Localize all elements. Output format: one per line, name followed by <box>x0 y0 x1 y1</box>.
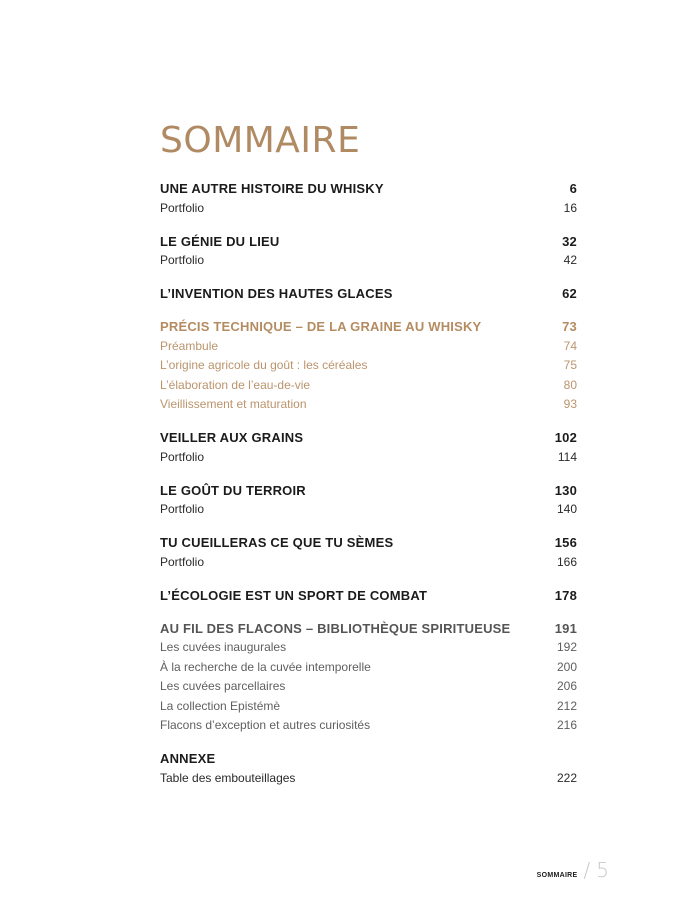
running-header: SOMMAIRE <box>536 872 578 879</box>
toc-entry[interactable] <box>160 502 577 522</box>
entry-label: L’élaboration de l’eau-de-vie <box>160 377 311 392</box>
toc-chapter[interactable] <box>160 535 577 555</box>
toc-chapter[interactable] <box>160 319 577 339</box>
entry-label: Portfolio <box>160 200 205 215</box>
toc-section-library <box>160 621 577 738</box>
chapter-title: L’INVENTION DES HAUTES GLACES <box>160 286 393 301</box>
chapter-page: 6 <box>569 181 577 196</box>
entry-label: Portfolio <box>160 502 205 516</box>
entry-page: 200 <box>556 659 577 674</box>
toc-section <box>160 483 577 522</box>
entry-page: 192 <box>556 640 577 654</box>
entry-label: La collection Epistémè <box>160 698 281 713</box>
chapter-page: 32 <box>562 233 577 249</box>
entry-page: 80 <box>563 377 577 392</box>
chapter-page: 73 <box>562 319 577 334</box>
entry-label: Portfolio <box>160 449 205 464</box>
chapter-title: ANNEXE <box>160 751 216 766</box>
toc-entry[interactable] <box>160 253 577 273</box>
toc-entry[interactable] <box>160 679 577 699</box>
chapter-title: TU CUEILLERAS CE QUE TU SÈMES <box>160 535 394 550</box>
toc-entry[interactable] <box>160 660 577 680</box>
toc-section <box>160 286 577 306</box>
toc-entry[interactable] <box>160 358 577 378</box>
entry-label: Portfolio <box>160 253 205 267</box>
entry-label: Les cuvées parcellaires <box>160 679 286 693</box>
entry-page: 222 <box>556 770 577 785</box>
toc-section <box>160 751 577 790</box>
toc-chapter[interactable] <box>160 751 577 771</box>
table-of-contents <box>160 181 577 804</box>
chapter-title: LE GOÛT DU TERROIR <box>160 482 306 498</box>
toc-entry[interactable] <box>160 771 577 791</box>
chapter-title: PRÉCIS TECHNIQUE – DE LA GRAINE AU WHISKY <box>160 319 482 334</box>
toc-entry[interactable] <box>160 450 577 470</box>
chapter-title: UNE AUTRE HISTOIRE DU WHISKY <box>160 181 384 196</box>
entry-label: Les cuvées inaugurales <box>160 640 287 654</box>
chapter-page: 130 <box>554 482 577 498</box>
entry-page: 166 <box>556 554 577 569</box>
toc-entry[interactable] <box>160 699 577 719</box>
toc-chapter[interactable] <box>160 483 577 503</box>
toc-section <box>160 588 577 608</box>
toc-entry[interactable] <box>160 555 577 575</box>
toc-section <box>160 181 577 220</box>
toc-entry[interactable] <box>160 718 577 738</box>
entry-label: Préambule <box>160 338 219 353</box>
toc-chapter[interactable] <box>160 234 577 254</box>
toc-section <box>160 430 577 469</box>
toc-entry[interactable] <box>160 201 577 221</box>
entry-label: Portfolio <box>160 554 205 569</box>
entry-page: 75 <box>563 358 577 372</box>
entry-page: 16 <box>563 200 577 215</box>
entry-page: 216 <box>556 718 577 732</box>
toc-entry[interactable] <box>160 339 577 359</box>
page-title: SOMMAIRE <box>160 120 361 162</box>
chapter-title: L’ÉCOLOGIE EST UN SPORT DE COMBAT <box>160 587 428 603</box>
chapter-title: LE GÉNIE DU LIEU <box>160 233 280 249</box>
entry-page: 212 <box>556 698 577 713</box>
page-number: 5 <box>596 858 609 882</box>
toc-chapter[interactable] <box>160 286 577 306</box>
chapter-page: 178 <box>554 587 577 603</box>
toc-entry[interactable] <box>160 378 577 398</box>
toc-entry[interactable] <box>160 397 577 417</box>
entry-page: 93 <box>563 397 577 411</box>
chapter-page: 156 <box>554 535 577 550</box>
toc-section <box>160 234 577 273</box>
entry-page: 206 <box>556 679 577 693</box>
toc-chapter[interactable] <box>160 430 577 450</box>
entry-label: Vieillissement et maturation <box>160 397 307 411</box>
entry-page: 114 <box>557 449 577 464</box>
entry-label: Flacons d’exception et autres curiosités <box>160 718 371 732</box>
chapter-title: VEILLER AUX GRAINS <box>160 430 304 445</box>
entry-page: 42 <box>563 253 577 267</box>
page-footer <box>537 858 609 882</box>
chapter-page: 102 <box>554 430 577 445</box>
entry-label: À la recherche de la cuvée intemporelle <box>160 659 371 674</box>
toc-chapter[interactable] <box>160 621 577 641</box>
entry-label: Table des embouteillages <box>160 770 296 785</box>
chapter-page: 191 <box>554 620 577 636</box>
toc-chapter[interactable] <box>160 181 577 201</box>
chapter-title: AU FIL DES FLACONS – BIBLIOTHÈQUE SPIRITUEUSE <box>160 620 511 636</box>
footer-separator: / <box>583 858 591 882</box>
entry-page: 140 <box>556 502 577 516</box>
toc-chapter[interactable] <box>160 588 577 608</box>
entry-label: L’origine agricole du goût : les céréales <box>160 358 368 372</box>
toc-section-technical <box>160 319 577 417</box>
toc-entry[interactable] <box>160 640 577 660</box>
entry-page: 74 <box>563 338 577 353</box>
chapter-page: 62 <box>562 286 577 301</box>
toc-section <box>160 535 577 574</box>
